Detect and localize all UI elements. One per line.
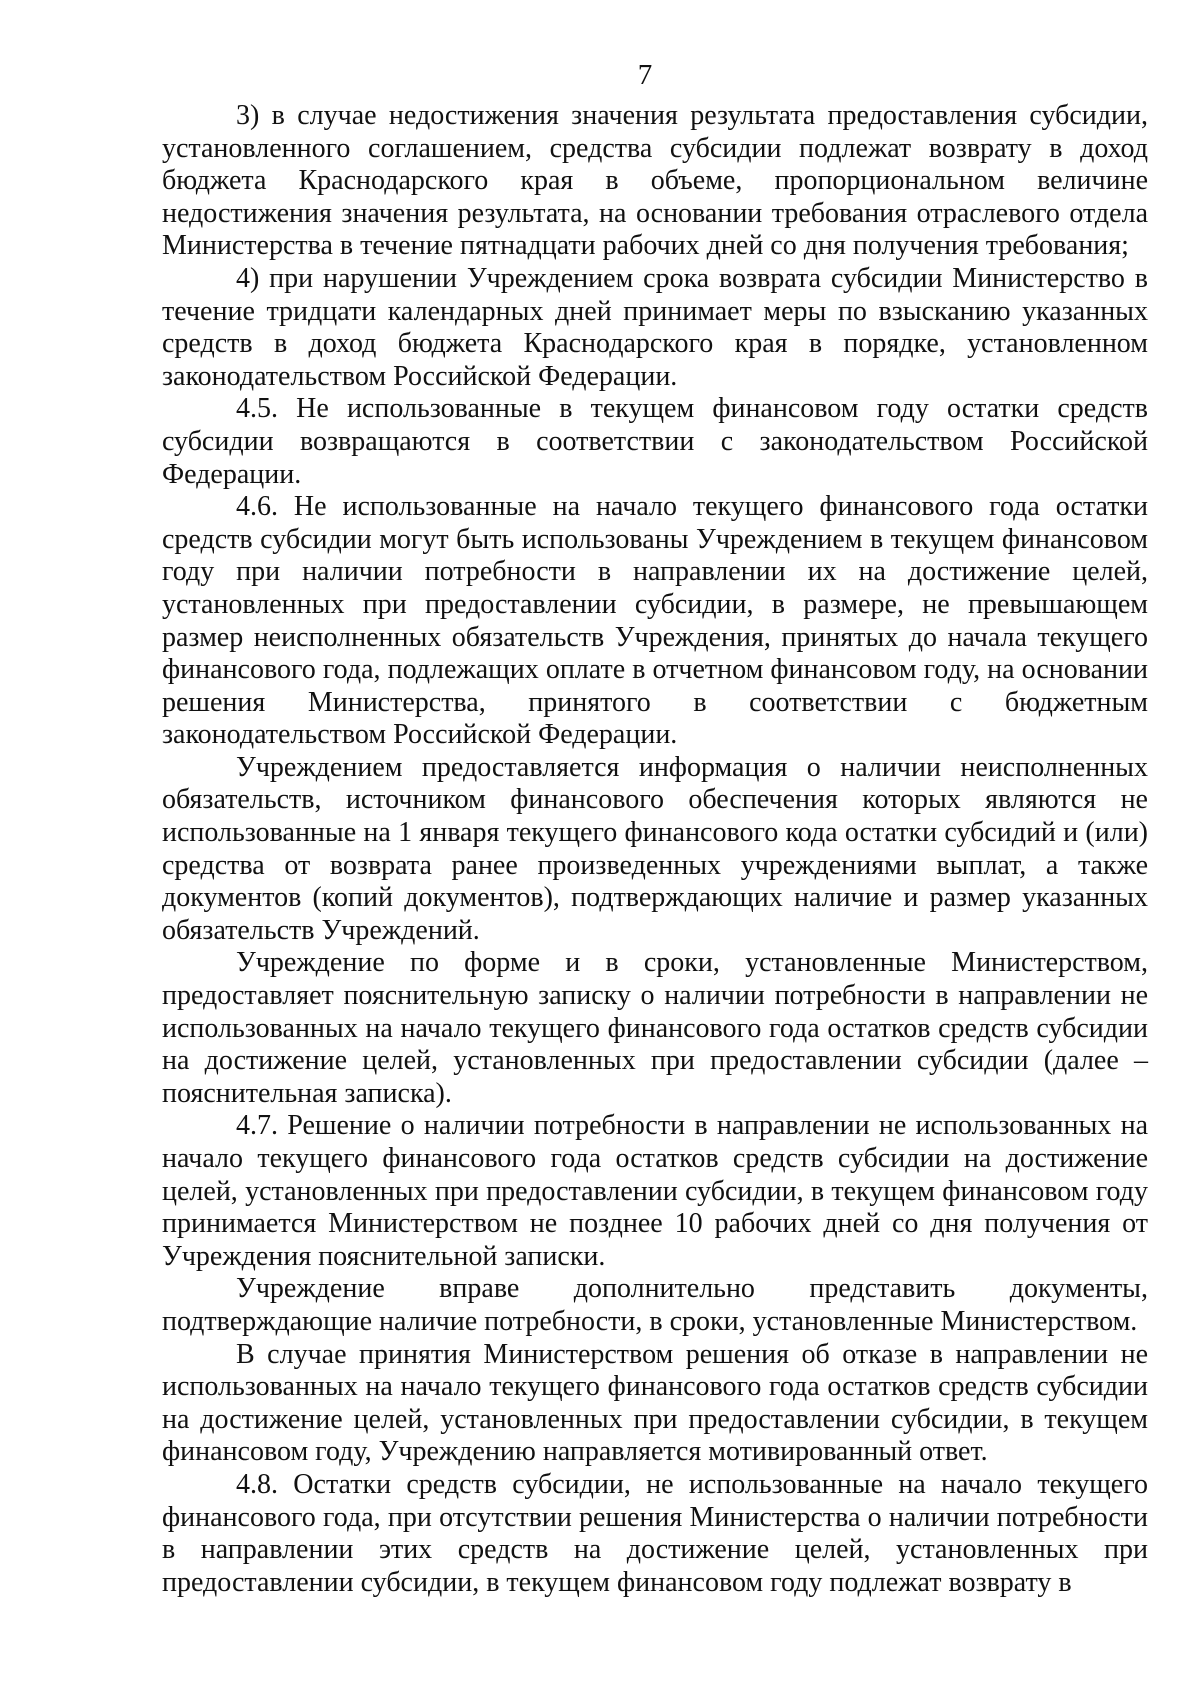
paragraph-clause-4-5: 4.5. Не использованные в текущем финансовом году остатки средств субсидии возвращаются в соответствии с законодательством Российской Федерации. <box>162 393 1148 490</box>
paragraph-clause-4-8: 4.8. Остатки средств субсидии, не использованные на начало текущего финансового года, при отсутствии решения Министерства о наличии потребности в направлении этих средств на достижение целей, установленных при предоставлении субсидии, в текущем финансовом году подлежат возврату в <box>162 1468 1148 1598</box>
paragraph-explanatory-note: Учреждение по форме и в сроки, установленные Министерством, предоставляет пояснительную записку о наличии потребности в направлении не использованных на начало текущего финансового года остатков средств субсидии на достижение целей, установленных при предоставлении субсидии (далее – пояснительная записка). <box>162 947 1148 1109</box>
paragraph-refusal-decision: В случае принятия Министерством решения об отказе в направлении не использованных на начало текущего финансового года остатков средств субсидии на достижение целей, установленных при предоставлении субсидии, в текущем финансовом году, Учреждению направляется мотивированный ответ. <box>162 1338 1148 1468</box>
page-number: 7 <box>637 59 653 91</box>
paragraph-clause-4-7: 4.7. Решение о наличии потребности в направлении не использованных на начало текущего финансового года остатков средств субсидии на достижение целей, установленных при предоставлении субсидии, в текущем финансовом году принимается Министерством не позднее 10 рабочих дней со дня получения от Учреждения пояснительной записки. <box>162 1110 1148 1272</box>
document-body <box>162 100 1148 1599</box>
paragraph-unfulfilled-obligations-info: Учреждением предоставляется информация о наличии неисполненных обязательств, источником финансового обеспечения которых являются не использованные на 1 января текущего финансового кода остатки субсидий и (или) средства от возврата ранее произведенных учреждениями выплат, а также документов (копий документов), подтверждающих наличие и размер указанных обязательств Учреждений. <box>162 751 1148 946</box>
paragraph-subitem-4: 4) при нарушении Учреждением срока возврата субсидии Министерство в течение тридцати календарных дней принимает меры по взысканию указанных средств в доход бюджета Краснодарского края в порядке, установленном законодательством Российской Федерации. <box>162 262 1148 392</box>
paragraph-additional-documents: Учреждение вправе дополнительно представить документы, подтверждающие наличие потребности, в сроки, установленные Министерством. <box>162 1273 1148 1337</box>
paragraph-clause-4-6: 4.6. Не использованные на начало текущего финансового года остатки средств субсидии могут быть использованы Учреждением в текущем финансовом году при наличии потребности в направлении их на достижение целей, установленных при предоставлении субсидии, в размере, не превышающем размер неисполненных обязательств Учреждения, принятых до начала текущего финансового года, подлежащих оплате в отчетном финансовом году, на основании решения Министерства, принятого в соответствии с бюджетным законодательством Российской Федерации. <box>162 491 1148 751</box>
paragraph-subitem-3: 3) в случае недостижения значения результата предоставления субсидии, установленного соглашением, средства субсидии подлежат возврату в доход бюджета Краснодарского края в объеме, пропорциональном величине недостижения значения результата, на основании требования отраслевого отдела Министерства в течение пятнадцати рабочих дней со дня получения требования; <box>162 100 1148 262</box>
